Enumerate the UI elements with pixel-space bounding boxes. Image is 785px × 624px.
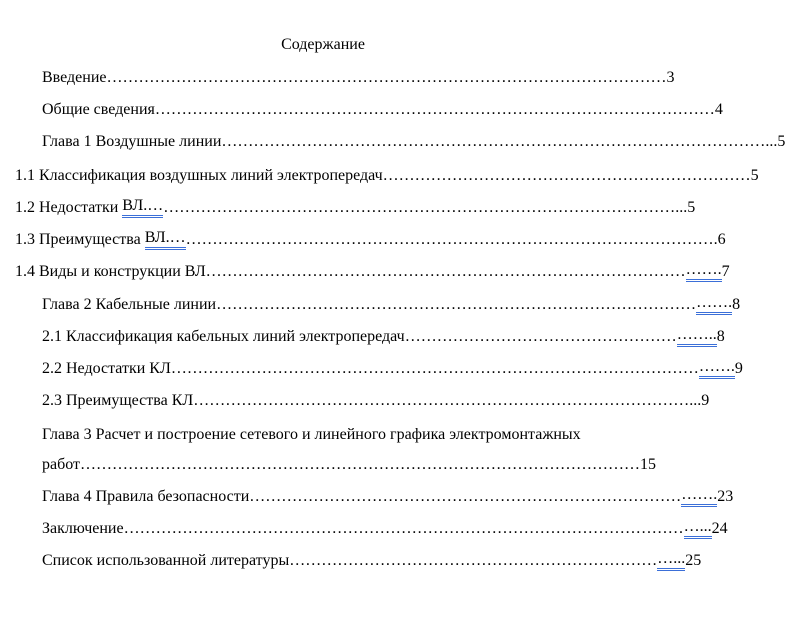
toc-entry <box>42 326 725 347</box>
grammar-marked-text: ВЛ.… <box>145 230 186 250</box>
toc-leader-dots: ……………………………………………………………………………… <box>205 263 686 280</box>
toc-entry <box>42 518 728 539</box>
toc-entry-title: Глава 4 Правила безопасности <box>42 488 250 505</box>
toc-page-number: 25 <box>685 552 702 569</box>
toc-leader-dots: …………………………………………………………………………………………... <box>221 133 778 150</box>
toc-entry <box>15 229 726 250</box>
toc-leader-dots: …………………………………………………………………………………………… <box>80 456 641 473</box>
grammar-marked-text: ……. <box>681 487 717 507</box>
toc-entry-title: 1.3 Преимущества <box>15 231 145 248</box>
toc-leader-dots: ……………………………………………………………………………… <box>216 296 697 313</box>
toc-page-number: 5 <box>687 199 696 216</box>
toc-entry-title: Глава 1 Воздушные линии <box>42 133 222 150</box>
toc-page-number: 23 <box>717 488 734 505</box>
grammar-marked-text: …... <box>657 551 685 571</box>
grammar-marked-text: …….. <box>677 327 717 347</box>
toc-page-number: 24 <box>711 520 728 537</box>
toc-entry <box>15 197 696 218</box>
toc-entry-title: работ <box>42 456 81 473</box>
toc-page-number: 5 <box>777 133 785 150</box>
toc-entry-title: Список использованной литературы <box>42 552 290 569</box>
toc-entry <box>42 68 675 88</box>
grammar-marked-text: ВЛ.… <box>122 198 163 218</box>
toc-leader-dots: …………………………………………………………………………………………… <box>154 101 715 118</box>
toc-page-number: 3 <box>666 69 675 86</box>
page-title: Содержание <box>281 36 365 53</box>
grammar-marked-text: …... <box>684 519 712 539</box>
toc-page-number: 6 <box>717 231 726 248</box>
toc-entry-title: Общие сведения <box>42 101 155 118</box>
toc-leader-dots: …………………………………………………………………………………………… <box>123 520 684 537</box>
toc-entry <box>15 166 759 186</box>
toc-leader-dots: …………………………………………………………… <box>382 167 751 184</box>
toc-entry <box>42 550 702 571</box>
toc-entry <box>42 294 741 315</box>
grammar-marked-text: ……. <box>686 262 722 282</box>
toc-entry-title: 2.2 Недостатки КЛ <box>42 360 171 377</box>
toc-leader-dots: …………………………………………………………………………………………… <box>106 69 667 86</box>
toc-leader-dots: ……………………………………………………………………………………... <box>163 199 688 216</box>
toc-page-number: 8 <box>716 328 725 345</box>
toc-entry-title: Глава 2 Кабельные линии <box>42 296 217 313</box>
toc-page-number: 15 <box>640 456 657 473</box>
toc-entry-title: 1.1 Классификация воздушных линий электропередач <box>15 167 383 184</box>
toc-entry-chapter3-line1: Глава 3 Расчет и построение сетевого и линейного графика электромонтажных <box>42 426 581 443</box>
toc-page-number: 4 <box>714 101 723 118</box>
toc-page-number: 7 <box>721 263 730 280</box>
grammar-marked-text: ……. <box>699 359 735 379</box>
toc-entry <box>42 100 723 120</box>
toc-leader-dots: …………………………………………………………… <box>289 552 658 569</box>
toc-leader-dots: …………………………………………… <box>404 328 677 345</box>
toc-leader-dots: ………………………………………………………………………………………. <box>185 231 718 248</box>
grammar-marked-text: ……. <box>696 295 732 315</box>
toc-entry-title: 1.2 Недостатки <box>15 199 123 216</box>
toc-entry-title: Введение <box>42 69 107 86</box>
toc-leader-dots: ……………………………………………………………………………………… <box>170 360 699 377</box>
toc-entry <box>42 132 785 152</box>
toc-leader-dots: ……………………………………………………………………… <box>249 488 682 505</box>
toc-entry <box>42 486 734 507</box>
toc-entry-title: 2.1 Классификация кабельных линий электропередач <box>42 328 405 345</box>
toc-entry-title: Заключение <box>42 520 124 537</box>
toc-page-number: 9 <box>734 360 743 377</box>
toc-entry <box>42 358 743 379</box>
toc-page-number: 9 <box>701 392 710 409</box>
toc-entry <box>42 391 710 411</box>
toc-page-number: 8 <box>732 296 741 313</box>
toc-entry <box>15 261 730 282</box>
toc-page-number: 5 <box>750 167 759 184</box>
toc-entry <box>42 455 657 475</box>
toc-entry-title: 2.3 Преимущества КЛ <box>42 392 194 409</box>
toc-entry-title: 1.4 Виды и конструкции ВЛ <box>15 263 206 280</box>
toc-leader-dots: …………………………………………………………………………………... <box>193 392 702 409</box>
